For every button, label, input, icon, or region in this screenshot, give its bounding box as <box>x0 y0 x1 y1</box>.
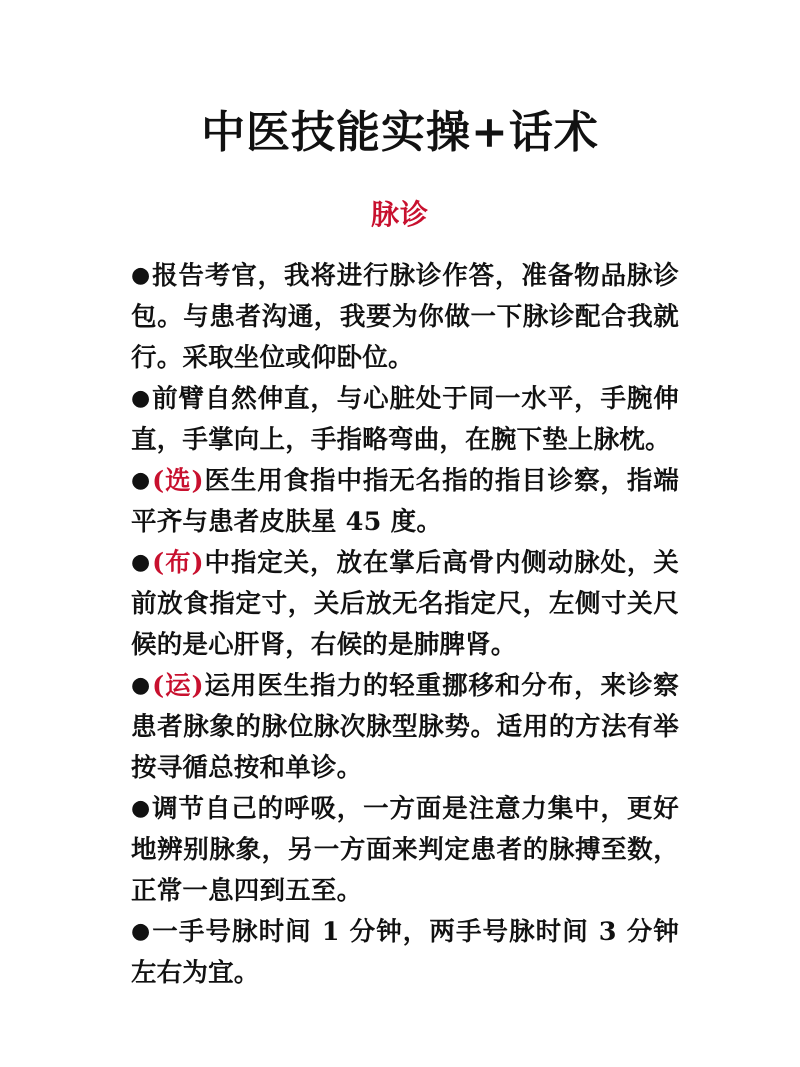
paragraph-tag: (布) <box>152 548 204 578</box>
bullet-icon: ● <box>131 467 152 493</box>
page-title: 中医技能实操+话术 <box>201 107 599 158</box>
paragraph-item <box>131 379 679 461</box>
paragraph-tag: (选) <box>152 466 204 496</box>
bullet-icon: ● <box>131 549 152 575</box>
paragraph-text: 前臂自然伸直，与心脏处于同一水平，手腕伸直，手掌向上，手指略弯曲，在腕下垫上脉枕。 <box>131 384 679 455</box>
paragraph-item <box>131 543 679 666</box>
paragraph-text: 医生用食指中指无名指的指目诊察，指端平齐与患者皮肤星 45 度。 <box>131 466 679 537</box>
paragraph-text: 一手号脉时间 1 分钟，两手号脉时间 3 分钟左右为宜。 <box>131 917 679 988</box>
paragraph-text: 调节自己的呼吸，一方面是注意力集中，更好地辨别脉象，另一方面来判定患者的脉搏至数，正常一息四到五至。 <box>131 794 679 906</box>
paragraph-item <box>131 789 679 912</box>
bullet-icon: ● <box>131 795 152 821</box>
bullet-icon: ● <box>131 918 152 944</box>
paragraph-item <box>131 912 679 994</box>
paragraph-item <box>131 666 679 789</box>
bullet-icon: ● <box>131 672 152 698</box>
paragraph-item <box>131 461 679 543</box>
bullet-icon: ● <box>131 385 152 411</box>
paragraph-item <box>131 256 679 379</box>
bullet-icon: ● <box>131 262 152 288</box>
paragraph-text: 运用医生指力的轻重挪移和分布，来诊察患者脉象的脉位脉次脉型脉势。适用的方法有举按寻循总按和单诊。 <box>131 671 679 783</box>
body-content <box>131 256 679 994</box>
paragraph-text: 报告考官，我将进行脉诊作答，准备物品脉诊包。与患者沟通，我要为你做一下脉诊配合我就行。采取坐位或仰卧位。 <box>131 261 679 373</box>
page-subtitle: 脉诊 <box>370 198 429 231</box>
paragraph-text: 中指定关，放在掌后高骨内侧动脉处，关前放食指定寸，关后放无名指定尺，左侧寸关尺候的是心肝肾，右候的是肺脾肾。 <box>131 548 679 660</box>
paragraph-tag: (运) <box>152 671 204 701</box>
